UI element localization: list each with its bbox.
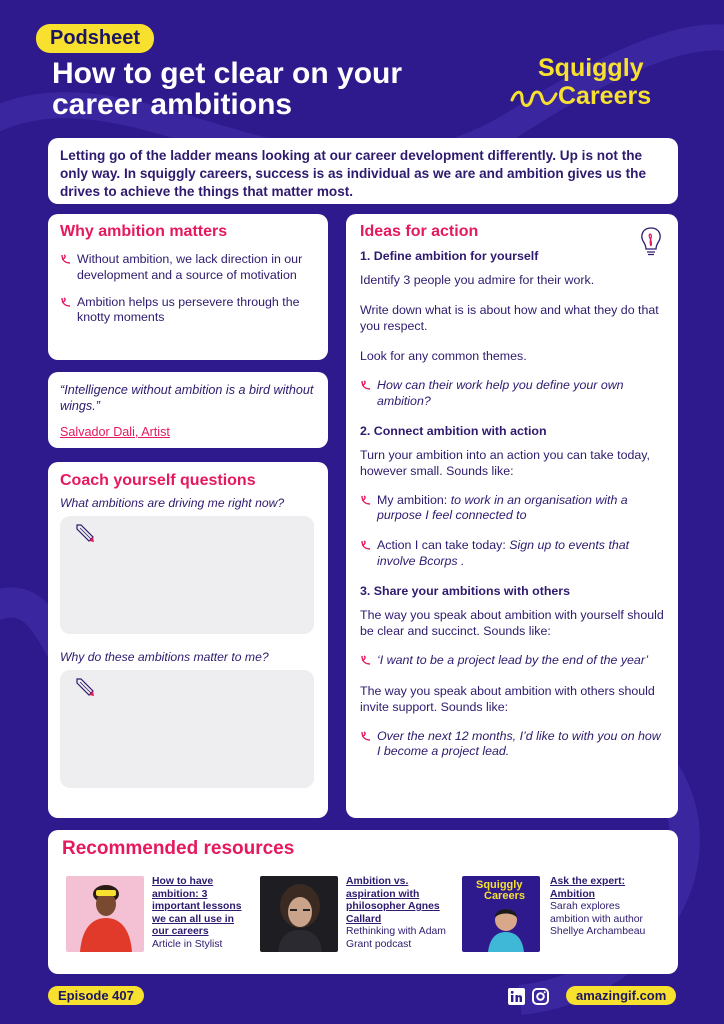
logo-squiggle-icon [510, 88, 558, 110]
step-1-bullet [360, 378, 664, 410]
squiggle-bullet-icon [60, 296, 72, 308]
squiggle-bullet-icon [60, 253, 72, 265]
squiggle-bullet-icon [360, 494, 372, 506]
instagram-icon[interactable] [532, 988, 549, 1005]
squiggly-careers-logo [508, 54, 684, 114]
logo-word-1: Squiggly [538, 54, 644, 82]
lightbulb-icon [638, 226, 664, 256]
step-2-bullet-1 [360, 493, 664, 525]
resources-card [48, 830, 678, 974]
step-2-bullet-2-text: Sign up to events that involve Bcorps . [377, 538, 630, 568]
episode-badge: Episode 407 [48, 986, 144, 1005]
step-2-p1: Turn your ambition into an action you can take today, however small. Sounds like: [360, 447, 650, 478]
step-2-title: 2. Connect ambition with action [360, 423, 547, 438]
step-2-bullet-1-text: to work in an organisation with a purpose I feel connected to [377, 492, 628, 523]
coach-card [48, 462, 328, 818]
step-3-bullet-2-text: Over the next 12 months, I’d like to with you on how I become a project lead. [377, 728, 661, 759]
why-bullet-text: Ambition helps us persevere through the knotty moments [77, 294, 300, 325]
logo-word-2: Careers [558, 82, 652, 110]
step-3-bullet-1-text: ‘I want to be a project lead by the end of the year’ [377, 652, 649, 667]
pencil-icon [74, 522, 96, 544]
resource-1-thumbnail [66, 876, 144, 952]
ideas-card [346, 214, 678, 818]
resource-1-desc: Article in Stylist [152, 938, 223, 950]
step-3-bullet-1 [360, 653, 664, 669]
squiggle-bullet-icon [360, 654, 372, 666]
resource-2-link[interactable]: Ambition vs. aspiration with philosopher Agnes Callard [346, 876, 440, 925]
intro-card: Letting go of the ladder means looking at our career development differently. Up is not the only way. In squiggly careers, success is as individual as we are and ambition gives us the drives to achieve the things that matter most. [48, 138, 678, 204]
pencil-icon [74, 676, 96, 698]
step-1-p2: Write down what is is about how and what they do that you respect. [360, 303, 659, 333]
ideas-heading: Ideas for action [360, 223, 479, 240]
step-3-title: 3. Share your ambitions with others [360, 583, 570, 598]
squiggle-bullet-icon [360, 379, 372, 391]
resource-3-link[interactable]: Ask the expert: Ambition [550, 876, 626, 900]
coach-question-2: Why do these ambitions matter to me? [60, 650, 269, 664]
step-1-bullet-text: How can their work help you define your own ambition? [377, 378, 624, 408]
coach-heading: Coach yourself questions [60, 472, 256, 489]
coach-question-1: What ambitions are driving me right now? [60, 496, 285, 510]
why-ambition-card [48, 214, 328, 360]
page-title: How to get clear on your career ambitions [52, 57, 403, 121]
resource-2-desc: Rethinking with Adam Grant podcast [346, 926, 446, 950]
website-link[interactable]: amazingif.com [566, 986, 676, 1005]
why-bullet [60, 295, 316, 327]
step-1-title: 1. Define ambition for yourself [360, 249, 539, 263]
squiggle-bullet-icon [360, 730, 372, 742]
step-3-p1: The way you speak about ambition with yourself should be clear and succinct. Sounds like: [360, 607, 664, 638]
why-heading: Why ambition matters [60, 223, 228, 240]
step-1-p3: Look for any common themes. [360, 349, 527, 363]
step-3-bullet-2 [360, 729, 664, 761]
resource-2-thumbnail [260, 876, 338, 952]
step-2-bullet-1-lead: My ambition: [377, 492, 451, 507]
quote-text: “Intelligence without ambition is a bird without wings.” [60, 383, 314, 413]
step-2-bullet-2 [360, 538, 664, 570]
thumb-logo-word-2: Careers [484, 890, 525, 902]
linkedin-icon[interactable] [508, 988, 525, 1005]
resources-heading: Recommended resources [62, 838, 295, 859]
squiggle-bullet-icon [360, 539, 372, 551]
resource-1-link[interactable]: How to have ambition: 3 important lessons we can all use in our careers [152, 876, 242, 938]
podsheet-tag: Podsheet [36, 24, 154, 53]
step-1-p1: Identify 3 people you admire for their work. [360, 273, 595, 287]
step-2-bullet-2-lead: Action I can take today: [377, 538, 510, 553]
why-bullet [60, 252, 316, 284]
thumb-logo-word-1: Squiggly [476, 879, 523, 891]
answer-box-2[interactable] [60, 670, 314, 788]
quote-source-link[interactable]: Salvador Dali, Artist [60, 425, 170, 439]
answer-box-1[interactable] [60, 516, 314, 634]
quote-card [48, 372, 328, 448]
step-3-p2: The way you speak about ambition with others should invite support. Sounds like: [360, 683, 655, 714]
resource-3-desc: Sarah explores ambition with author Shellye Archambeau [550, 901, 646, 938]
why-bullet-text: Without ambition, we lack direction in our development and a source of motivation [77, 252, 303, 282]
resource-3-thumbnail [462, 876, 540, 952]
